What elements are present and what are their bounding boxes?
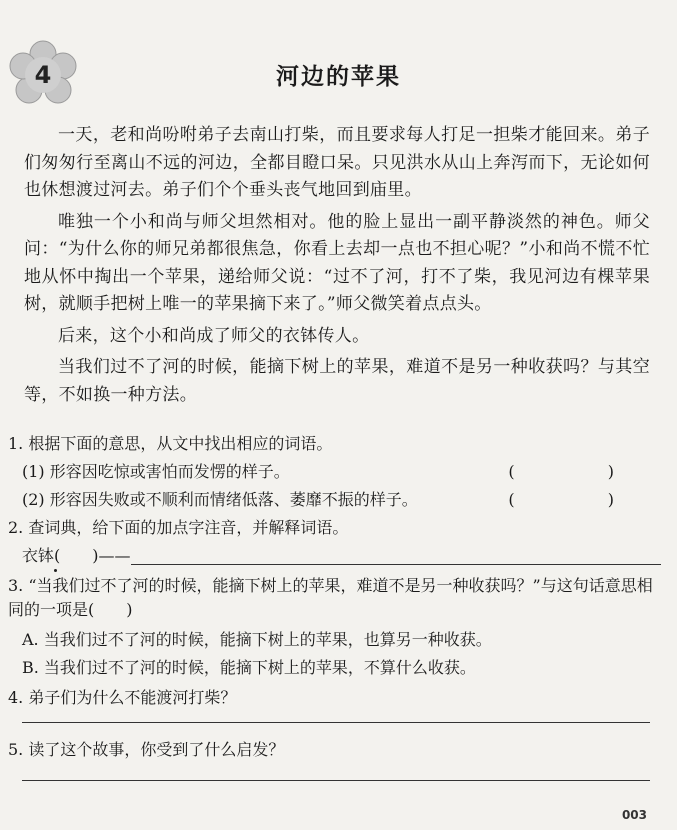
answer-line[interactable] [131,548,661,565]
answer-line[interactable] [22,780,650,781]
question-2: 2. 查词典，给下面的加点字注音，并解释词语。 [8,518,349,537]
story-paragraph: 当我们过不了河的时候，能摘下树上的苹果，难道不是另一种收获吗？与其空等，不如换一种方法。 [24,357,650,405]
question-4: 4. 弟子们为什么不能渡河打柴？ [8,688,237,707]
page-number: 003 [621,808,647,822]
question-1-item-1: (1) 形容因吃惊或害怕而发愣的样子。 [22,462,290,481]
question-1-item-2: (2) 形容因失败或不顺利而情绪低落、萎靡不振的样子。 [22,490,418,509]
question-5: 5. 读了这个故事，你受到了什么启发？ [8,740,285,759]
story-paragraph: 一天，老和尚吩咐弟子去南山打柴，而且要求每人打足一担柴才能回来。弟子们匆匆行至离山不远的河边，全都目瞪口呆。只见洪水从山上奔泻而下，无论如何也休想渡过河去。弟子们个个垂头丧气地回到庙里。 [24,125,650,200]
question-2-word[interactable]: 衣钵( )—— [22,544,672,568]
answer-paren[interactable]: ( ) [508,490,658,509]
answer-line[interactable] [22,722,650,723]
question-3-option-b[interactable]: B. 当我们过不了河的时候，能摘下树上的苹果，不算什么收获。 [22,658,476,677]
answer-paren[interactable]: ( ) [508,462,658,481]
question-1: 1. 根据下面的意思，从文中找出相应的词语。 [8,434,333,453]
story-paragraph: 唯独一个小和尚与师父坦然相对。他的脸上显出一副平静淡然的神色。师父问：“为什么你的师兄弟都很焦急，你看上去却一点也不担心呢？”小和尚不慌不忙地从怀中掏出一个苹果，递给师父说：“过不了河，打不了柴，我见河边有棵苹果树，就顺手把树上唯一的苹果摘下来了。”师父微笑着点点头。 [24,211,650,314]
story-paragraph: 后来，这个小和尚成了师父的衣钵传人。 [58,325,370,346]
page-title: 河边的苹果 [276,64,401,90]
question-3-option-a[interactable]: A. 当我们过不了河的时候，能摘下树上的苹果，也算另一种收获。 [22,630,492,649]
question-3: 3. “当我们过不了河的时候，能摘下树上的苹果，难道不是另一种收获吗？”与这句话意思相同的一项是( ) [8,576,653,619]
emphasis-dot [54,569,57,572]
section-number: 4 [34,61,52,89]
story-text [24,122,650,413]
